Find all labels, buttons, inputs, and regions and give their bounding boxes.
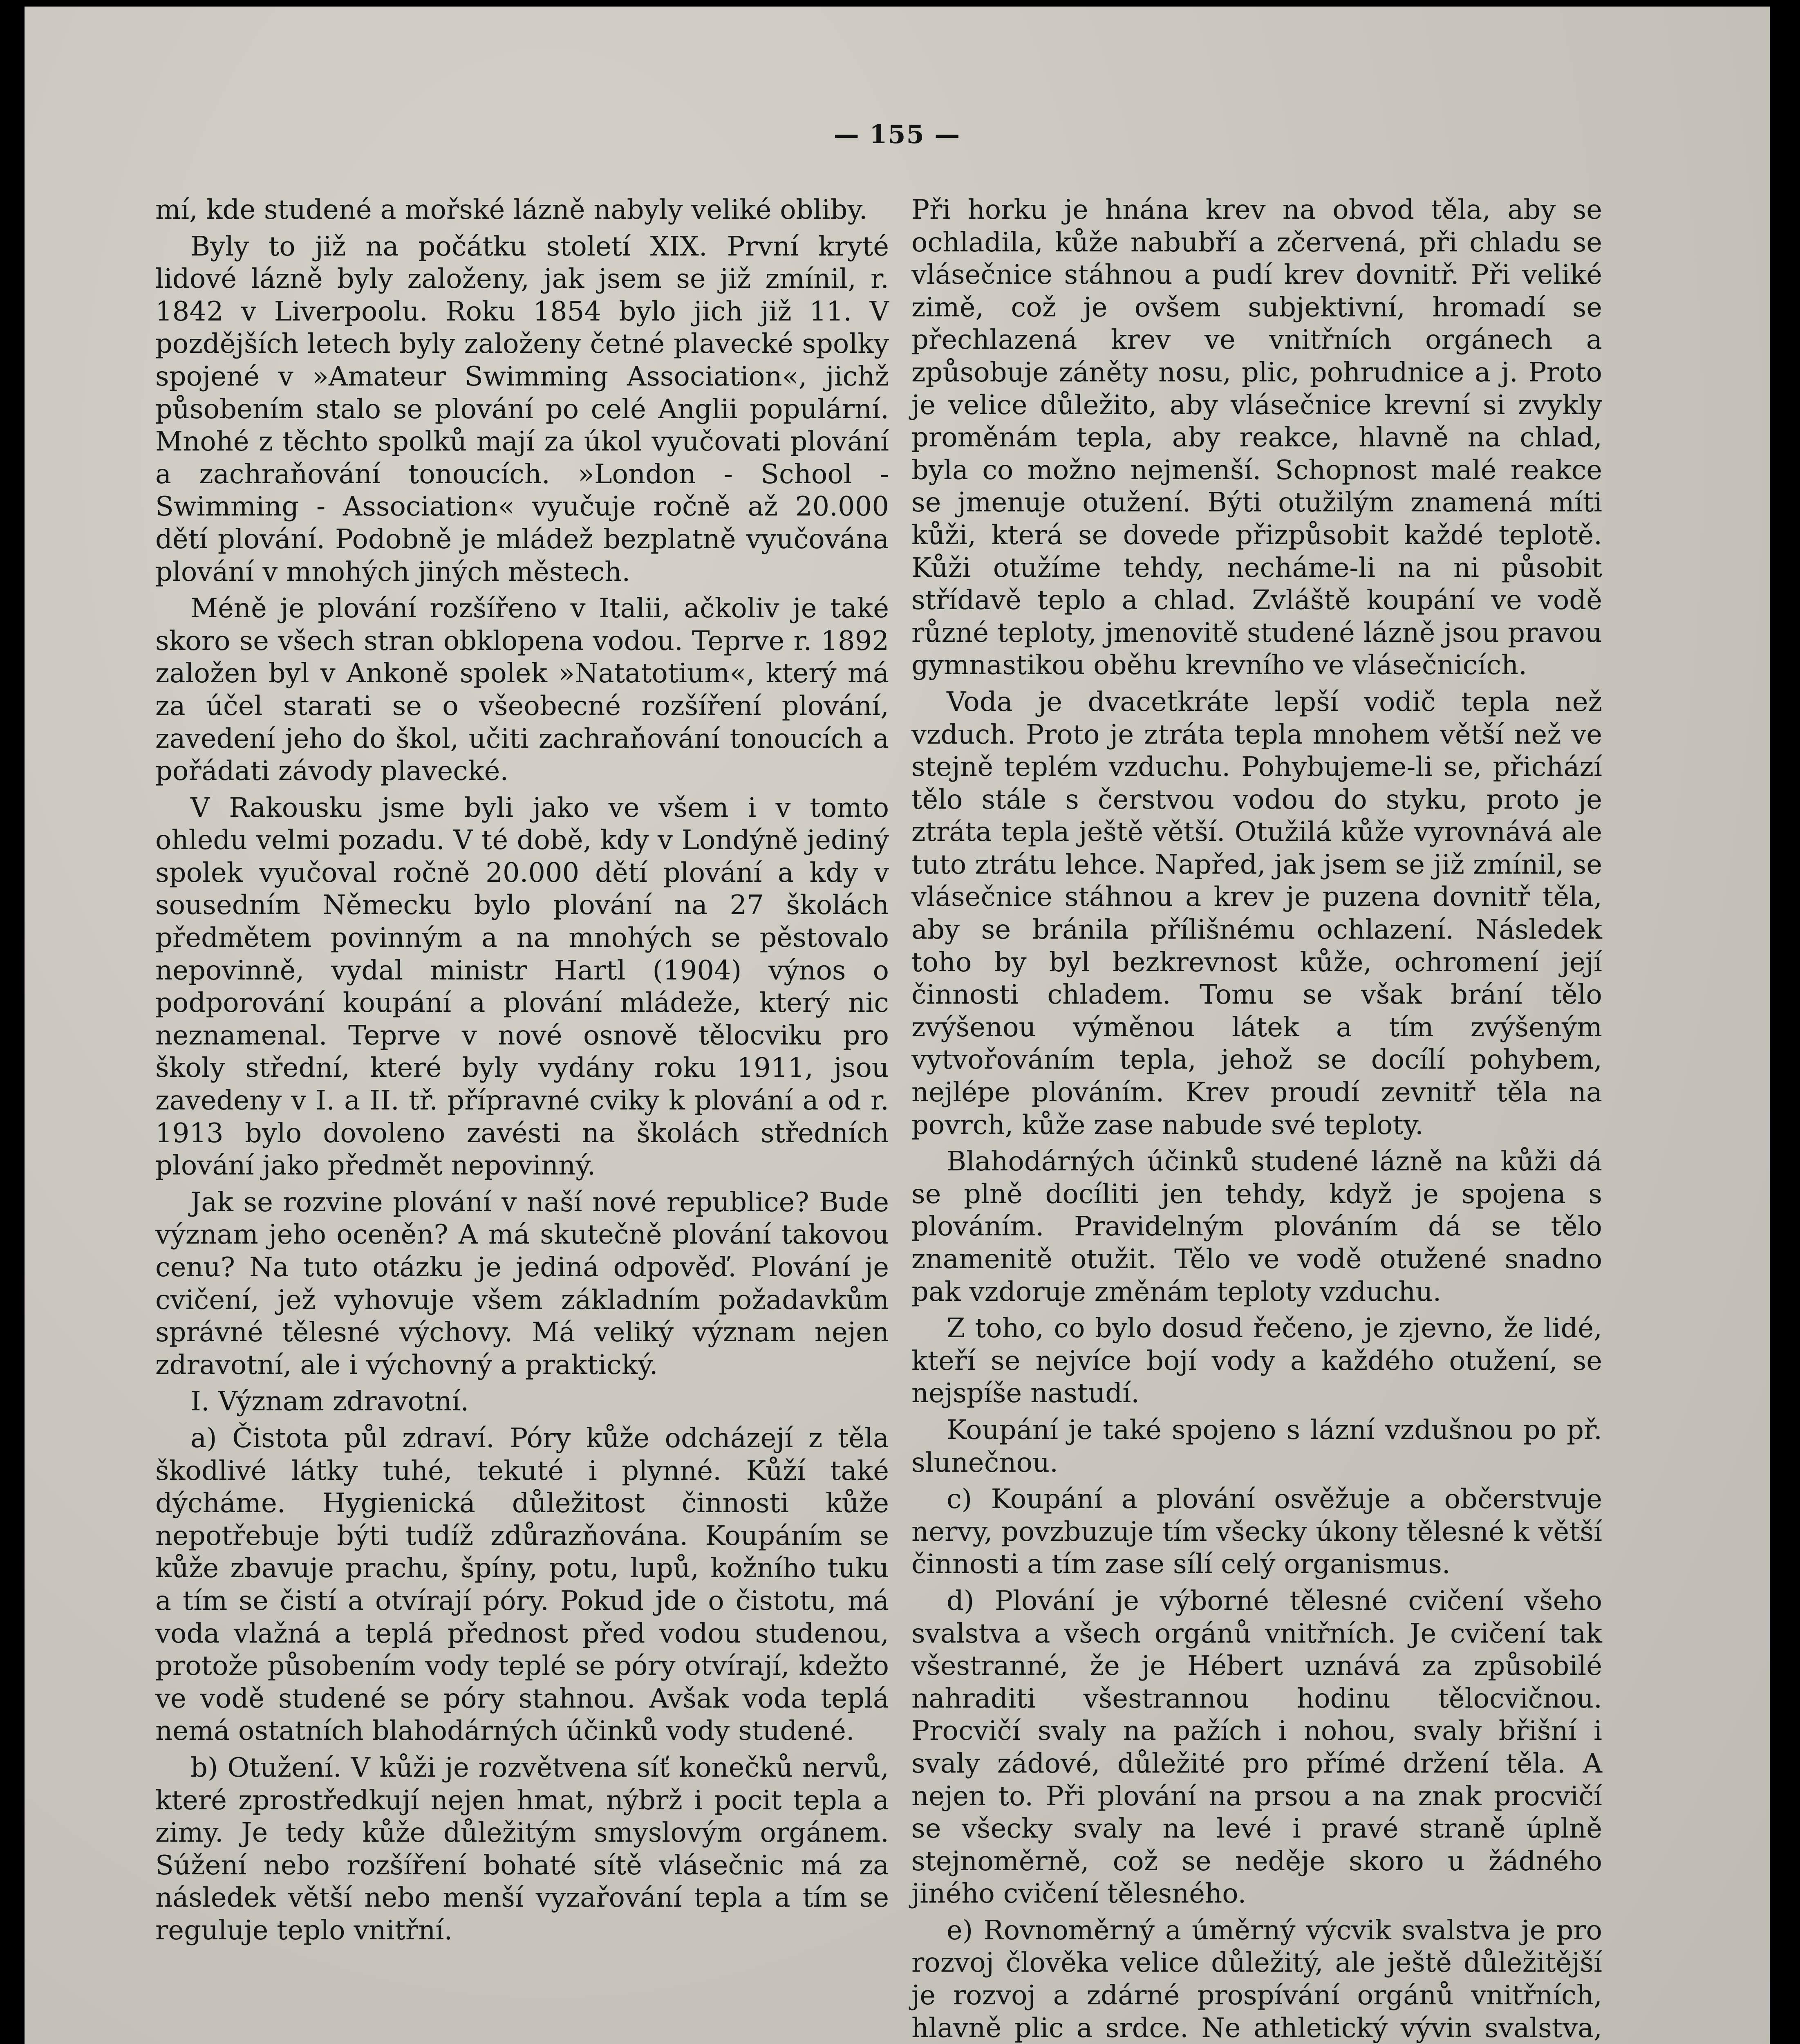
paragraph: Blahodárných účinků studené lázně na kůži dá se plně docíliti jen tehdy, když je spojena s plováním. Pravidelným plováním dá se tělo znamenitě otužit. Tělo ve vodě otužené snadno pak vzdoruje změnám teploty vzduchu. bbox=[911, 1146, 1602, 1307]
paragraph: b) Otužení. V kůži je rozvětvena síť konečků nervů, které zprostředkují nejen hmat, nýbrž i pocit tepla a zimy. Je tedy kůže důležitým smyslovým orgánem. Súžení nebo rozšíření bohaté sítě vlásečnic má za následek větší nebo menší vyzařování tepla a tím se reguluje teplo vnitřní. bbox=[155, 1752, 889, 1946]
paragraph: c) Koupání a plování osvěžuje a občerstvuje nervy, povzbuzuje tím všecky úkony tělesné k větší činnosti a tím zase sílí celý organismus. bbox=[911, 1484, 1602, 1580]
paragraph: Z toho, co bylo dosud řečeno, je zjevno, že lidé, kteří se nejvíce bojí vody a každého otužení, se nejspíše nastudí. bbox=[911, 1313, 1602, 1409]
paragraph: Při horku je hnána krev na obvod těla, aby se ochladila, kůže nabubří a zčervená, při chladu se vlásečnice stáhnou a pudí krev dovnitř. Při veliké zimě, což je ovšem subjektivní, hromadí se přechlazená krev ve vnitřních orgánech a způsobuje záněty nosu, plic, pohrudnice a j. Proto je velice důležito, aby vlásečnice krevní si zvykly proměnám tepla, aby reakce, hlavně na chlad, byla co možno nejmenší. Schopnost malé reakce se jmenuje otužení. Býti otužilým znamená míti kůži, která se dovede přizpůsobit každé teplotě. Kůži otužíme tehdy, necháme-li na ni působit střídavě teplo a chlad. Zvláště koupání ve vodě různé teploty, jmenovitě studené lázně jsou pravou gymnastikou oběhu krevního ve vlásečnicích. bbox=[911, 194, 1602, 681]
left-column bbox=[155, 194, 889, 1951]
paragraph: Méně je plování rozšířeno v Italii, ačkoliv je také skoro se všech stran obklopena vodou. Teprve r. 1892 založen byl v Ankoně spolek »Natatotium«, který má za účel starati se o všeobecné rozšíření plování, zavedení jeho do škol, učiti zachraňování tonoucích a pořádati závody plavecké. bbox=[155, 593, 889, 787]
paragraph: mí, kde studené a mořské lázně nabyly veliké obliby. bbox=[155, 194, 868, 225]
paragraph: a) Čistota půl zdraví. Póry kůže odcházejí z těla škodlivé látky tuhé, tekuté i plynné. Kůží také dýcháme. Hygienická důležitost činnosti kůže nepotřebuje býti tudíž zdůrazňována. Koupáním se kůže zbavuje prachu, špíny, potu, lupů, kožního tuku a tím se čistí a otvírají póry. Pokud jde o čistotu, má voda vlažná a teplá přednost před vodou studenou, protože působením vody teplé se póry otvírají, kdežto ve vodě studené se póry stahnou. Avšak voda teplá nemá ostatních blahodárných účinků vody studené. bbox=[155, 1422, 889, 1747]
paragraph: e) Rovnoměrný a úměrný výcvik svalstva je pro rozvoj člověka velice důležitý, ale ještě důležitější je rozvoj a zdárné prospívání orgánů vnitřních, hlavně plic a srdce. Ne athletický vývin svalstva, bbox=[911, 1914, 1602, 2044]
paragraph: Voda je dvacetkráte lepší vodič tepla než vzduch. Proto je ztráta tepla mnohem větší než ve stejně teplém vzduchu. Pohybujeme-li se, přichází tělo stále s čerstvou vodou do styku, proto je ztráta tepla ještě větší. Otužilá kůže vyrovnává ale tuto ztrátu lehce. Napřed, jak jsem se již zmínil, se vlásečnice stáhnou a krev je puzena dovnitř těla, aby se bránila přílišnému ochlazení. Následek toho by byl bezkrevnost kůže, ochromení její činnosti chladem. Tomu se však brání tělo zvýšenou výměnou látek a tím zvýšeným vytvořováním tepla, jehož se docílí pohybem, nejlépe plováním. Krev proudí zevnitř těla na povrch, kůže zase nabude své teploty. bbox=[911, 686, 1602, 1141]
paragraph: Koupání je také spojeno s lázní vzdušnou po př. slunečnou. bbox=[911, 1414, 1602, 1478]
paragraph: d) Plování je výborné tělesné cvičení všeho svalstva a všech orgánů vnitřních. Je cvičení tak všestranné, že je Hébert uznává za způsobilé nahraditi všestrannou hodinu tělocvičnou. Procvičí svaly na pažích i nohou, svaly břišní i svaly zádové, důležité pro přímé držení těla. A nejen to. Při plování na prsou a na znak procvičí se všecky svaly na levé i pravé straně úplně stejnoměrně, což se neděje skoro u žádného jiného cvičení tělesného. bbox=[911, 1585, 1602, 1910]
paragraph: I. Význam zdravotní. bbox=[190, 1386, 469, 1417]
paragraph: Jak se rozvine plování v naší nové republice? Bude význam jeho oceněn? A má skutečně plování takovou cenu? Na tuto otázku je jediná odpověď. Plování je cvičení, jež vyhovuje všem základním požadavkům správné tělesné výchovy. Má veliký význam nejen zdravotní, ale i výchovný a praktický. bbox=[155, 1186, 889, 1381]
paragraph: V Rakousku jsme byli jako ve všem i v tomto ohledu velmi pozadu. V té době, kdy v Londýně jediný spolek vyučoval ročně 20.000 dětí plování a kdy v sousedním Německu bylo plování na 27 školách předmětem povinným a na mnohých se pěstovalo nepovinně, vydal ministr Hartl (1904) výnos o podporování koupání a plování mládeže, který nic neznamenal. Teprve v nové osnově tělocviku pro školy střední, které byly vydány roku 1911, jsou zavedeny v I. a II. tř. přípravné cviky k plování a od r. 1913 bylo dovoleno zavésti na školách středních plování jako předmět nepovinný. bbox=[155, 792, 889, 1181]
paragraph: Byly to již na počátku století XIX. První kryté lidové lázně byly založeny, jak jsem se již zmínil, r. 1842 v Liverpoolu. Roku 1854 bylo jich již 11. V pozdějších letech byly založeny četné plavecké spolky spojené v »Amateur Swimming Association«, jichž působením stalo se plování po celé Anglii populární. Mnohé z těchto spolků mají za úkol vyučovati plování a zachraňování tonoucích. »London - School - Swimming - Association« vyučuje ročně až 20.000 dětí plování. Podobně je mládež bezplatně vyučována plování v mnohých jiných městech. bbox=[155, 231, 889, 587]
page-number: — 155 — bbox=[833, 119, 961, 149]
book-page bbox=[25, 7, 1770, 2044]
right-column bbox=[911, 194, 1602, 2044]
